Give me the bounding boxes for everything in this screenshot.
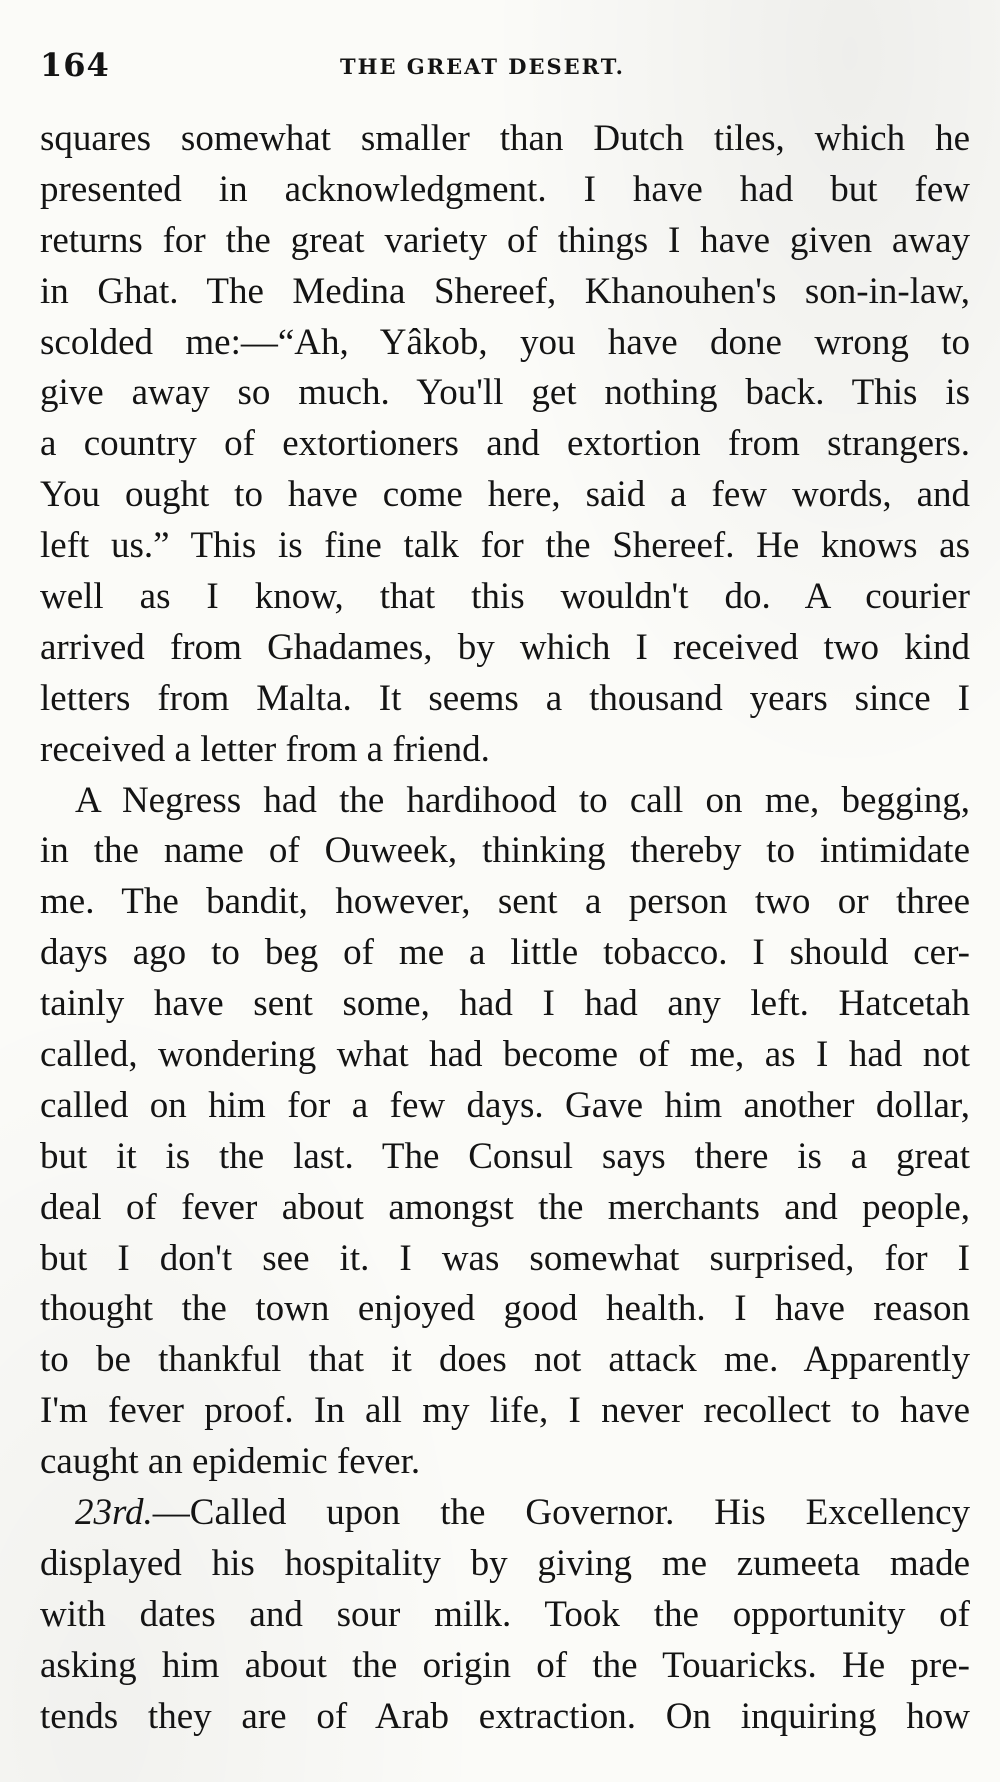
running-title: THE GREAT DESERT.	[340, 54, 625, 79]
text-line: squares somewhat smaller than Dutch tiles, which he	[40, 118, 970, 159]
text-line: with dates and sour milk. Took the opportunity of	[40, 1593, 970, 1635]
text-line: arrived from Ghadames, by which I received two kind	[40, 626, 970, 668]
text-line: called, wondering what had become of me, as I had not	[40, 1034, 970, 1076]
text-line: displayed his hospitality by giving me zumeeta made	[40, 1542, 970, 1584]
running-head	[40, 46, 970, 90]
text-line: letters from Malta. It seems a thousand years since I	[40, 677, 970, 719]
text-line: called on him for a few days. Gave him another dollar,	[40, 1084, 970, 1126]
text-line: tainly have sent some, had I had any left. Hatcetah	[40, 983, 970, 1025]
text-line: received a letter from a friend.	[40, 728, 490, 770]
entry-date: 23rd.	[75, 1492, 153, 1534]
text-line: presented in acknowledgment. I have had but few	[40, 168, 970, 210]
text-line: to be thankful that it does not attack me. Apparently	[40, 1339, 970, 1381]
text-line: A Negress had the hardihood to call on me, begging,	[75, 779, 970, 821]
text-line: asking him about the origin of the Touaricks. He pre-	[40, 1644, 970, 1686]
entry-text: —Called upon the Governor. His Excellency	[152, 1492, 970, 1534]
text-line: left us.” This is fine talk for the Shereef. He knows as	[40, 525, 970, 567]
text-line: I'm fever proof. In all my life, I never recollect to have	[40, 1390, 970, 1432]
text-line: in the name of Ouweek, thinking thereby to intimidate	[40, 830, 970, 872]
dated-entry-line	[40, 1488, 970, 1539]
text-line: tends they are of Arab extraction. On inquiring how	[40, 1695, 970, 1737]
text-line: in Ghat. The Medina Shereef, Khanouhen's son-in-law,	[40, 270, 970, 312]
text-line: thought the town enjoyed good health. I have reason	[40, 1288, 970, 1330]
text-line: but it is the last. The Consul says there is a great	[40, 1135, 970, 1177]
text-line: me. The bandit, however, sent a person two or three	[40, 881, 970, 923]
text-line: deal of fever about amongst the merchants and people,	[40, 1186, 970, 1228]
text-line: days ago to beg of me a little tobacco. I should cer-	[40, 932, 970, 974]
text-line: well as I know, that this wouldn't do. A courier	[40, 576, 970, 618]
text-line: caught an epidemic fever.	[40, 1441, 421, 1483]
page-number: 164	[40, 46, 110, 84]
text-line: give away so much. You'll get nothing back. This is	[40, 372, 970, 414]
body-text	[40, 114, 970, 1743]
text-line: a country of extortioners and extortion from strangers.	[40, 423, 970, 465]
text-line: but I don't see it. I was somewhat surprised, for I	[40, 1237, 970, 1279]
text-line: scolded me:—“Ah, Yâkob, you have done wrong to	[40, 321, 970, 363]
text-line: You ought to have come here, said a few words, and	[40, 474, 970, 516]
text-line: returns for the great variety of things I have given away	[40, 219, 970, 261]
